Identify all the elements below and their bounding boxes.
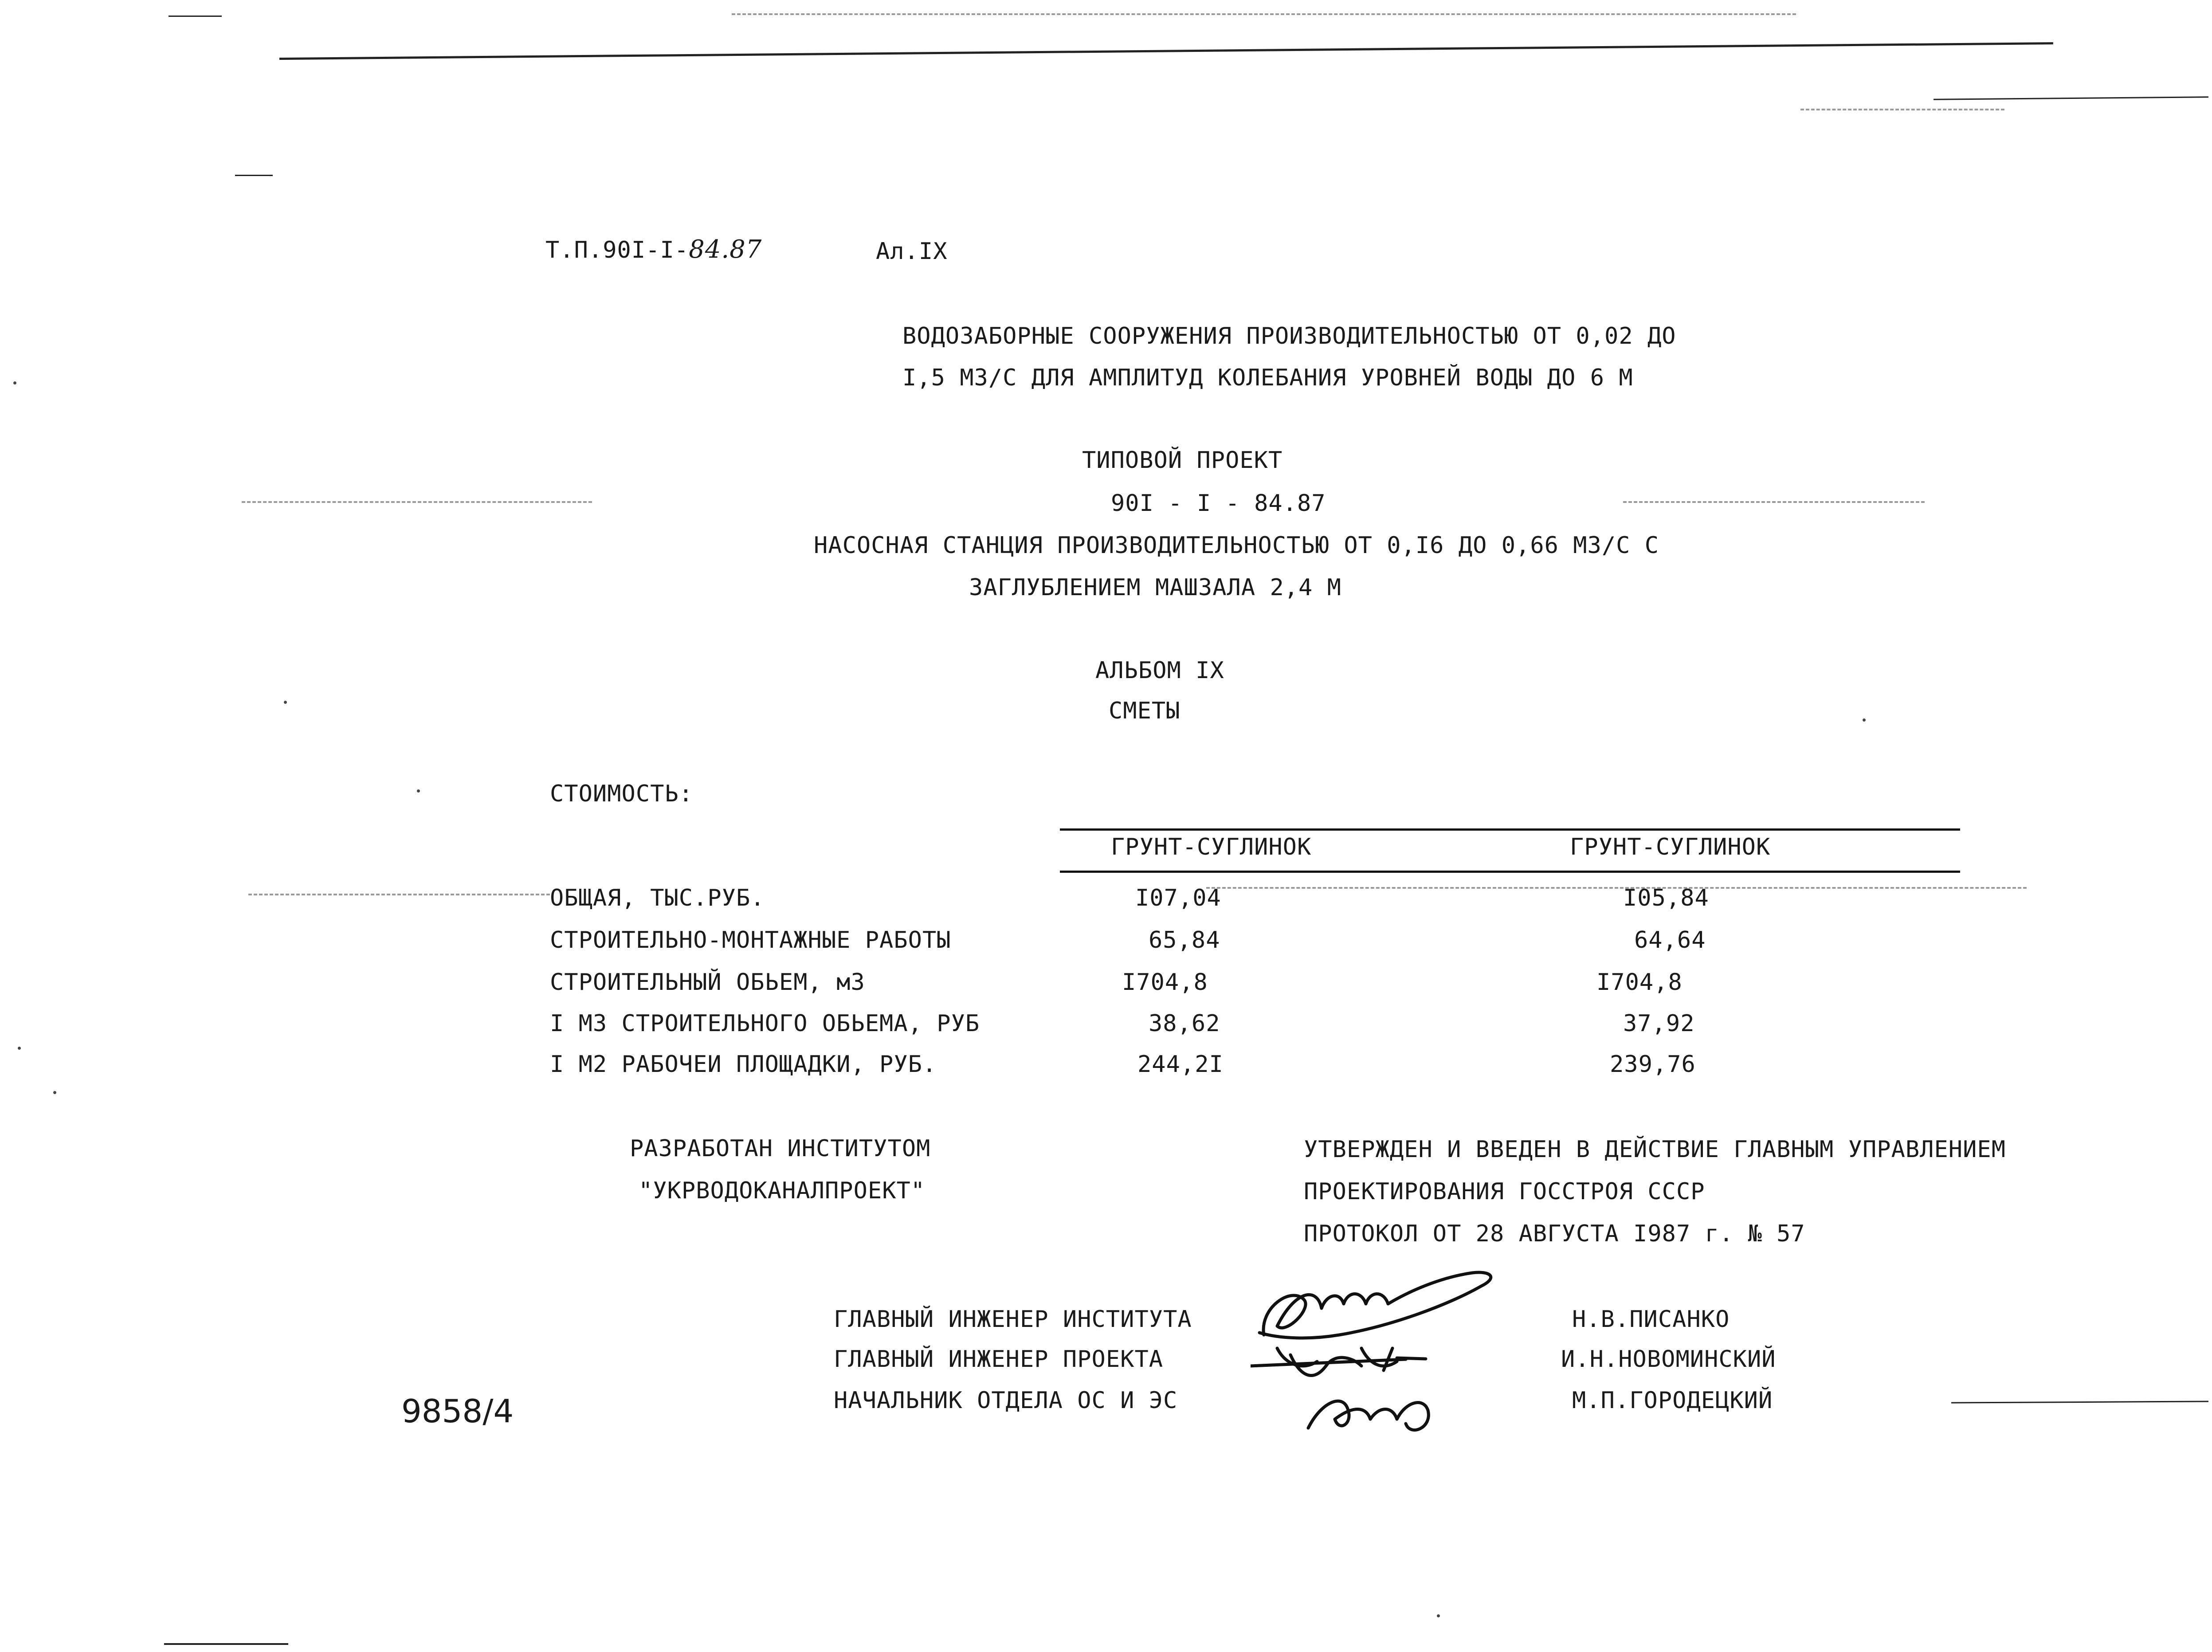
developed-line1: РАЗРАБОТАН ИНСТИТУТОМ — [630, 1135, 931, 1162]
row-value-2: I704,8 — [1596, 969, 1683, 996]
developed-line2: "УКРВОДОКАНАЛПРОЕКТ" — [639, 1177, 926, 1204]
approved-line1: УТВЕРЖДЕН И ВВЕДЕН В ДЕЙСТВИЕ ГЛАВНЫМ УПРАВЛЕНИЕМ — [1304, 1136, 2006, 1163]
project-type: ТИПОВОЙ ПРОЕКТ — [1082, 447, 1283, 474]
scan-line-left-mark — [235, 175, 273, 176]
scan-line-top-right — [1934, 96, 2208, 100]
speck — [18, 1047, 21, 1050]
doc-code-printed: Т.П.90I-I- — [545, 237, 689, 263]
scan-dots-mid-left — [242, 501, 592, 503]
scan-dots-row-right — [1206, 887, 2027, 889]
col2-header: ГРУНТ-СУГЛИНОК — [1570, 834, 1771, 860]
signatory-name: И.Н.НОВОМИНСКИЙ — [1561, 1346, 1776, 1373]
col1-header: ГРУНТ-СУГЛИНОК — [1111, 834, 1312, 860]
row-value-1: I07,04 — [1135, 885, 1221, 911]
row-value-1: 65,84 — [1149, 927, 1220, 954]
scan-line-bottom-left — [164, 1643, 288, 1645]
doc-code — [545, 235, 762, 264]
doc-code-handwritten: 84.87 — [689, 235, 762, 264]
album-subtitle: СМЕТЫ — [1109, 698, 1181, 724]
speck — [13, 381, 16, 385]
row-value-2: 64,64 — [1634, 927, 1706, 954]
scan-line-top — [279, 42, 2053, 60]
album-title: АЛЬБОМ IX — [1095, 657, 1224, 684]
row-value-1: I704,8 — [1122, 969, 1208, 996]
row-value-2: 37,92 — [1623, 1010, 1695, 1037]
signatory-role: ГЛАВНЫЙ ИНЖЕНЕР ПРОЕКТА — [834, 1346, 1164, 1373]
project-number: 90I - I - 84.87 — [1111, 490, 1326, 517]
scan-line-top-left — [169, 16, 222, 17]
cost-label: СТОИМОСТЬ: — [550, 781, 694, 807]
archive-number: 9858/4 — [401, 1393, 514, 1430]
scan-dots-mid-right — [1623, 501, 1925, 503]
scan-dots-top-right — [1800, 109, 2004, 110]
row-label: I МЗ СТРОИТЕЛЬНОГО ОБЬЕМА, РУБ — [550, 1010, 980, 1037]
approved-line2: ПРОЕКТИРОВАНИЯ ГОССТРОЯ СССР — [1304, 1178, 1705, 1205]
row-value-2: 239,76 — [1610, 1051, 1696, 1078]
signatory-name: Н.В.ПИСАНКО — [1572, 1306, 1730, 1333]
heading-line1: ВОДОЗАБОРНЫЕ СООРУЖЕНИЯ ПРОИЗВОДИТЕЛЬНОСТЬЮ ОТ 0,02 ДО — [902, 323, 1676, 349]
project-desc-line1: НАСОСНАЯ СТАНЦИЯ ПРОИЗВОДИТЕЛЬНОСТЬЮ ОТ 0,I6 ДО 0,66 МЗ/С С — [814, 532, 1659, 559]
speck — [53, 1091, 56, 1094]
speck — [1437, 1614, 1440, 1617]
signature-scribbles — [1251, 1260, 1526, 1446]
approved-line3: ПРОТОКОЛ ОТ 28 АВГУСТА I987 г. № 57 — [1304, 1220, 1805, 1247]
row-label: СТРОИТЕЛЬНЫЙ ОБЬЕМ, м3 — [550, 969, 865, 996]
album-ref: Ал.IX — [876, 238, 948, 265]
project-desc-line2: ЗАГЛУБЛЕНИЕМ МАШЗАЛА 2,4 М — [969, 574, 1341, 601]
row-label: ОБЩАЯ, ТЫС.РУБ. — [550, 885, 765, 911]
scan-line-bottom-right — [1951, 1401, 2208, 1403]
row-label: I М2 РАБОЧЕИ ПЛОЩАДКИ, РУБ. — [550, 1051, 937, 1078]
signatory-role: НАЧАЛЬНИК ОТДЕЛА ОС И ЭС — [834, 1387, 1178, 1414]
row-label: СТРОИТЕЛЬНО-МОНТАЖНЫЕ РАБОТЫ — [550, 927, 951, 954]
table-header-rule — [1060, 871, 1960, 873]
signatory-name: М.П.ГОРОДЕЦКИЙ — [1572, 1387, 1773, 1414]
row-value-1: 38,62 — [1149, 1010, 1220, 1037]
table-top-rule — [1060, 828, 1960, 831]
scan-dots-top — [732, 13, 1796, 15]
speck — [1863, 718, 1866, 722]
speck — [417, 789, 420, 793]
signatory-role: ГЛАВНЫЙ ИНЖЕНЕР ИНСТИТУТА — [834, 1306, 1192, 1333]
row-value-1: 244,2I — [1137, 1051, 1224, 1078]
scan-dots-row-left — [248, 894, 550, 895]
speck — [284, 701, 287, 704]
row-value-2: I05,84 — [1623, 885, 1709, 911]
heading-line2: I,5 МЗ/С ДЛЯ АМПЛИТУД КОЛЕБАНИЯ УРОВНЕЙ ВОДЫ ДО 6 М — [902, 365, 1633, 391]
